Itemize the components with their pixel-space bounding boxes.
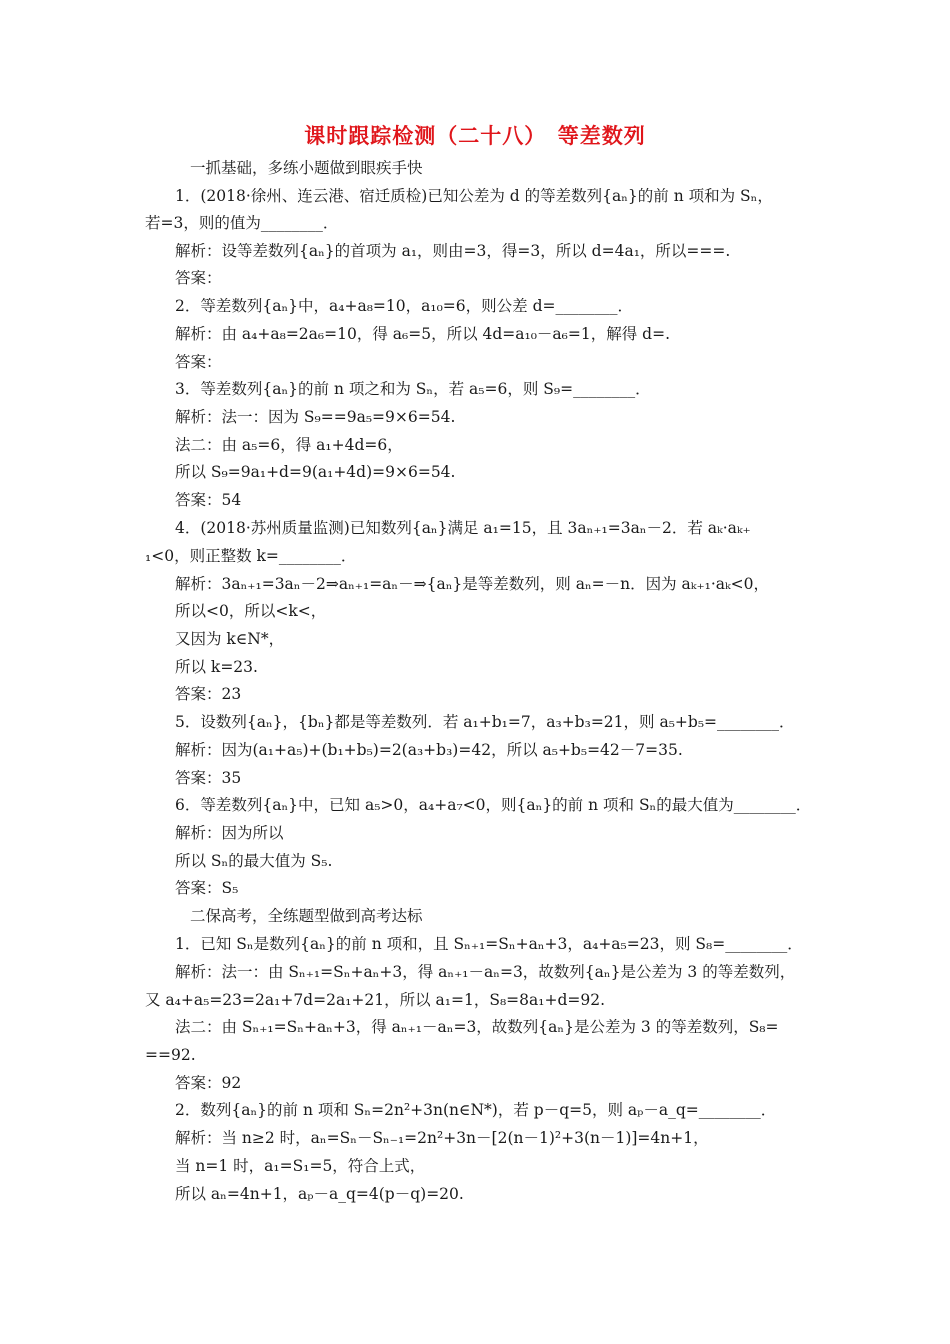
text-line: 解析：因为所以 — [175, 824, 284, 842]
text-line: ==92. — [145, 1046, 196, 1064]
text-line: 解析：当 n≥2 时，aₙ=Sₙ－Sₙ₋₁=2n²+3n－[2(n－1)²+3(n－1)]=4n+1， — [175, 1129, 709, 1147]
text-line: 解析：因为(a₁+a₅)+(b₁+b₅)=2(a₃+b₃)=42，所以 a₅+b₅=42－7=35. — [175, 741, 683, 759]
text-line: 解析：法一：由 Sₙ₊₁=Sₙ+aₙ+3，得 aₙ₊₁－aₙ=3，故数列{aₙ}是公差为 3 的等差数列， — [175, 963, 796, 981]
text-line: 所以 Sₙ的最大值为 S₅. — [175, 852, 333, 870]
text-line: 答案：35 — [175, 769, 242, 787]
text-line: 4．(2018·苏州质量监测)已知数列{aₙ}满足 a₁=15，且 3aₙ₊₁=3aₙ－2．若 aₖ·aₖ₊ — [175, 519, 751, 537]
text-line: 所以<0，所以<k<， — [175, 602, 327, 620]
text-line: 又 a₄+a₅=23=2a₁+7d=2a₁+21，所以 a₁=1，S₈=8a₁+d=92. — [145, 991, 606, 1009]
text-line: 2．数列{aₙ}的前 n 项和 Sₙ=2n²+3n(n∈N*)，若 p－q=5，则 aₚ－a_q=________． — [175, 1101, 777, 1119]
text-line: ₁<0，则正整数 k=________． — [145, 547, 357, 565]
text-line: 6．等差数列{aₙ}中，已知 a₅>0，a₄+a₇<0，则{aₙ}的前 n 项和 Sₙ的最大值为________． — [175, 796, 812, 814]
text-line: 答案： — [175, 269, 222, 287]
text-line: 所以 aₙ=4n+1，aₚ－a_q=4(p－q)=20. — [175, 1185, 464, 1203]
text-line: 答案：S₅ — [175, 879, 239, 897]
text-line: 1．已知 Sₙ是数列{aₙ}的前 n 项和，且 Sₙ₊₁=Sₙ+aₙ+3，a₄+a₅=23，则 S₈=________． — [175, 935, 803, 953]
text-line: 答案：92 — [175, 1074, 242, 1092]
text-line: 答案：54 — [175, 491, 242, 509]
section-heading-basics: 一抓基础，多练小题做到眼疾手快 — [190, 159, 423, 177]
text-line: 解析：由 a₄+a₈=2a₆=10，得 a₆=5，所以 4d=a₁₀－a₆=1，解得 d=. — [175, 325, 671, 343]
text-line: 1．(2018·徐州、连云港、宿迁质检)已知公差为 d 的等差数列{aₙ}的前 n 项和为 Sₙ， — [175, 187, 773, 205]
text-line: 3．等差数列{aₙ}的前 n 项之和为 Sₙ，若 a₅=6，则 S₉=________． — [175, 380, 651, 398]
text-line: 又因为 k∈N*， — [175, 630, 285, 648]
text-line: 法二：由 Sₙ₊₁=Sₙ+aₙ+3，得 aₙ₊₁－aₙ=3，故数列{aₙ}是公差为 3 的等差数列，S₈= — [175, 1018, 779, 1036]
text-line: 所以 k=23. — [175, 658, 258, 676]
text-line: 当 n=1 时，a₁=S₁=5，符合上式， — [175, 1157, 426, 1175]
text-line: 答案： — [175, 353, 222, 371]
text-line: 解析：法一：因为 S₉==9a₅=9×6=54. — [175, 408, 456, 426]
text-line: 2．等差数列{aₙ}中，a₄+a₈=10，a₁₀=6，则公差 d=________． — [175, 297, 633, 315]
page-title: 课时跟踪检测（二十八） 等差数列 — [304, 124, 646, 148]
section-heading-exam: 二保高考，全练题型做到高考达标 — [190, 907, 423, 925]
text-line: 5．设数列{aₙ}，{bₙ}都是等差数列．若 a₁+b₁=7，a₃+b₃=21，则 a₅+b₅=________． — [175, 713, 795, 731]
text-line: 答案：23 — [175, 685, 242, 703]
text-line: 解析：3aₙ₊₁=3aₙ－2⇒aₙ₊₁=aₙ－⇒{aₙ}是等差数列，则 aₙ=－n．因为 aₖ₊₁·aₖ<0， — [175, 575, 770, 593]
text-line: 法二：由 a₅=6，得 a₁+4d=6， — [175, 436, 403, 454]
text-line: 若=3，则的值为________． — [145, 214, 339, 232]
text-line: 解析：设等差数列{aₙ}的首项为 a₁，则由=3，得=3，所以 d=4a₁，所以===. — [175, 242, 731, 260]
text-line: 所以 S₉=9a₁+d=9(a₁+4d)=9×6=54. — [175, 463, 456, 481]
